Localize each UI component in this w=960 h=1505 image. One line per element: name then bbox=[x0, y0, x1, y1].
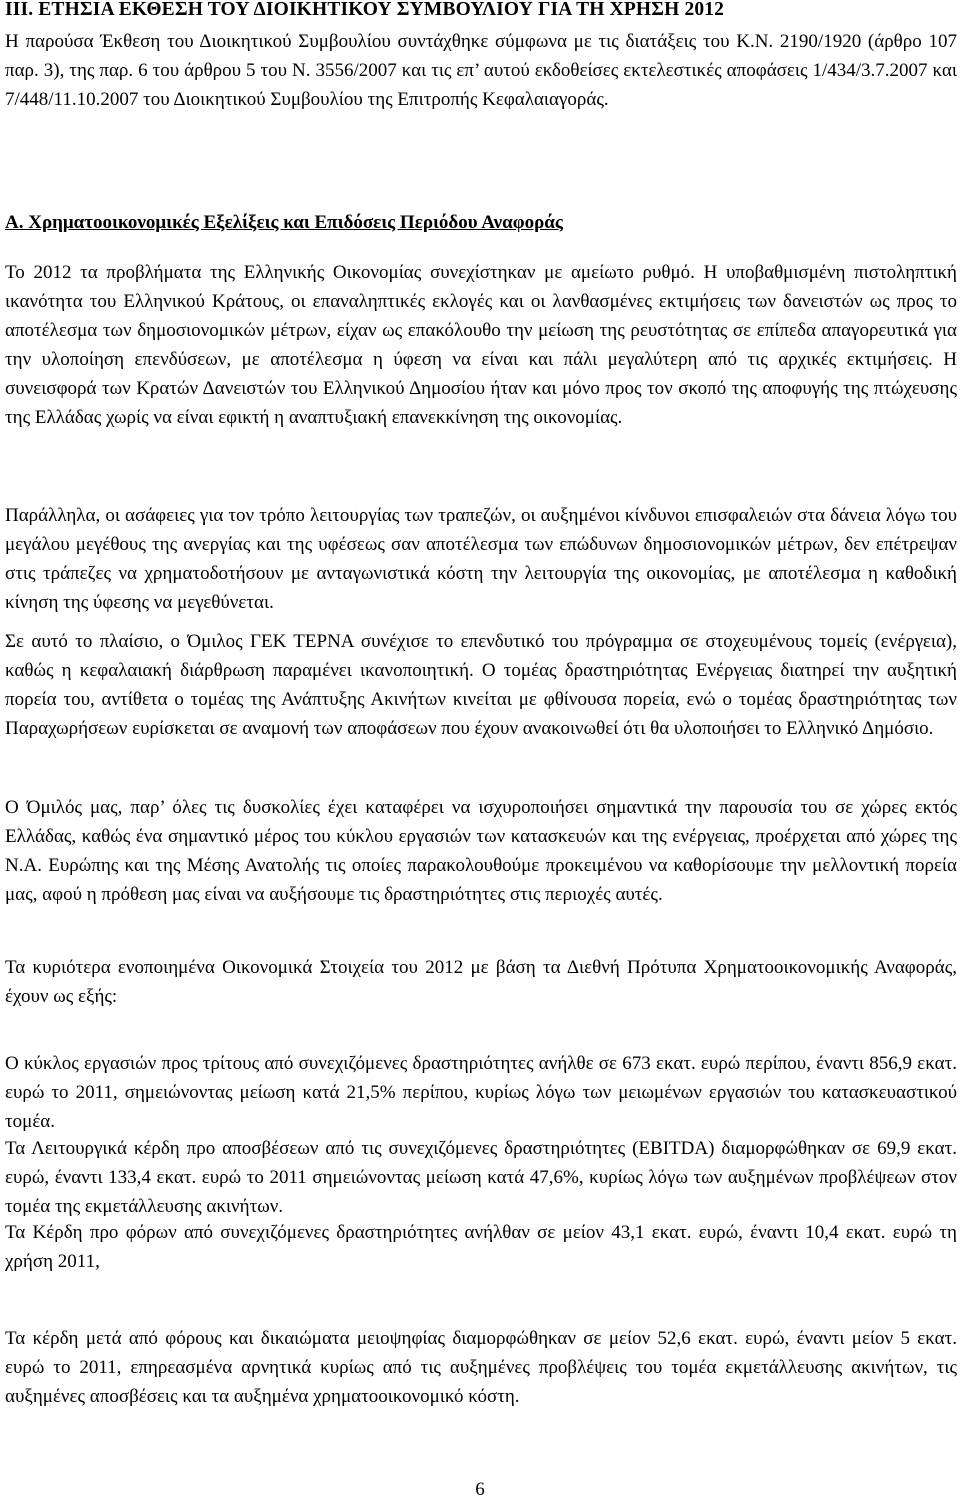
paragraph-investment: Σε αυτό το πλαίσιο, ο Όμιλος ΓΕΚ ΤΕΡΝΑ συνέχισε το επενδυτικό του πρόγραμμα σε στοχευμένους τομείς (ενέργεια), καθώς η κεφαλαιακή διάρθρωση παραμένει ικανοποιητική. Ο τομέας δραστηριότητας Ενέργειας διατηρεί την αυξητική πορεία του, αντίθετα ο τομέας της Ανάπτυξης Ακινήτων κινείται με φθίνουσα πορεία, ενώ ο τομέας δραστηριότητας των Παραχωρήσεων ευρίσκεται σε αναμονή των αποφάσεων που έχουν ανακοινωθεί ότι θα υλοποιήσει το Ελληνικό Δημόσιο. bbox=[5, 631, 957, 739]
intro-paragraph: Η παρούσα Έκθεση του Διοικητικού Συμβουλίου συντάχθηκε σύμφωνα με τις διατάξεις του Κ.Ν. 2190/1920 (άρθρο 107 παρ. 3), της παρ. 6 του άρθρου 5 του Ν. 3556/2007 και τις επ’ αυτού εκδοθείσες εκτελεστικές αποφάσεις 1/434/3.7.2007 και 7/448/11.10.2007 του Διοικητικού Συμβουλίου της Επιτροπής Κεφαλαιαγοράς. bbox=[5, 31, 957, 110]
subsection-heading: Α. Χρηματοοικονομικές Εξελίξεις και Επιδόσεις Περιόδου Αναφοράς bbox=[5, 212, 563, 233]
paragraph-financials-intro: Τα κυριότερα ενοποιημένα Οικονομικά Στοιχεία του 2012 με βάση τα Διεθνή Πρότυπα Χρηματοοικονομικής Αναφοράς, έχουν ως εξής: bbox=[5, 957, 957, 1007]
section-title: III. ΕΤΗΣΙΑ ΕΚΘΕΣΗ ΤΟΥ ΔΙΟΙΚΗΤΙΚΟΥ ΣΥΜΒΟΥΛΙΟΥ ΓΙΑ ΤΗ ΧΡΗΣΗ 2012 bbox=[5, 0, 725, 20]
paragraph-ebitda: Τα Λειτουργικά κέρδη προ αποσβέσεων από τις συνεχιζόμενες δραστηριότητες (EBITDA) διαμορφώθηκαν σε 69,9 εκατ. ευρώ, έναντι 133,4 εκατ. ευρώ το 2011 σημειώνοντας μείωση κατά 47,6%, κυρίως λόγω των αυξημένων προβλέψεων στον τομέα της εκμετάλλευσης ακινήτων. bbox=[5, 1138, 957, 1217]
paragraph-net-earnings: Τα κέρδη μετά από φόρους και δικαιώματα μειοψηφίας διαμορφώθηκαν σε μείον 52,6 εκατ. ευρώ, έναντι μείον 5 εκατ. ευρώ το 2011, επηρεασμένα αρνητικά κυρίως από τις αυξημένες προβλέψεις του τομέα εκμετάλλευσης ακινήτων, τις αυξημένες αποσβέσεις και τα αυξημένα χρηματοοικονομικό κόστη. bbox=[5, 1328, 957, 1407]
paragraph-international: Ο Όμιλός μας, παρ’ όλες τις δυσκολίες έχει καταφέρει να ισχυροποιήσει σημαντικά την παρουσία του σε χώρες εκτός Ελλάδας, καθώς ένα σημαντικό μέρος του κύκλου εργασιών των κατασκευών και της ενέργειας, προέρχεται από χώρες της Ν.Α. Ευρώπης και της Μέσης Ανατολής τις οποίες παρακολουθούμε προκειμένου να καθορίσουμε την μελλοντική πορεία μας, αφού η πρόθεση μας είναι να αυξήσουμε τις δραστηριότητες στις περιοχές αυτές. bbox=[5, 797, 957, 905]
paragraph-pretax: Τα Κέρδη προ φόρων από συνεχιζόμενες δραστηριότητες ανήλθαν σε μείον 43,1 εκατ. ευρώ, έναντι 10,4 εκατ. ευρώ τη χρήση 2011, bbox=[5, 1222, 957, 1272]
paragraph-economy: Το 2012 τα προβλήματα της Ελληνικής Οικονομίας συνεχίστηκαν με αμείωτο ρυθμό. Η υποβαθμισμένη πιστοληπτική ικανότητα του Ελληνικού Κράτους, οι επαναληπτικές εκλογές και οι λανθασμένες εκτιμήσεις των δανειστών ως προς το αποτέλεσμα των δημοσιονομικών μέτρων, είχαν ως επακόλουθο την μείωση της ρευστότητας σε επίπεδα απαγορευτικά για την υλοποίηση επενδύσεων, με αποτέλεσμα η ύφεση να είναι και πάλι μεγαλύτερη από τις αρχικές εκτιμήσεις. Η συνεισφορά των Κρατών Δανειστών του Ελληνικού Δημοσίου ήταν και μόνο προς τον σκοπό της αποφυγής της πτώχευσης της Ελλάδας χωρίς να είναι εφικτή η αναπτυξιακή επανεκκίνηση της οικονομίας. bbox=[5, 262, 957, 428]
paragraph-turnover: Ο κύκλος εργασιών προς τρίτους από συνεχιζόμενες δραστηριότητες ανήλθε σε 673 εκατ. ευρώ περίπου, έναντι 856,9 εκατ. ευρώ το 2011, σημειώνοντας μείωση κατά 21,5% περίπου, κυρίως λόγω των μειωμένων εργασιών του κατασκευαστικού τομέα. bbox=[5, 1053, 957, 1132]
page-number: 6 bbox=[475, 1479, 485, 1500]
paragraph-banks: Παράλληλα, οι ασάφειες για τον τρόπο λειτουργίας των τραπεζών, οι αυξημένοι κίνδυνοι επισφαλειών στα δάνεια λόγω του μεγάλου μεγέθους της ανεργίας και της υφέσεως σαν αποτέλεσμα των επώδυνων δημοσιονομικών μέτρων, δεν επέτρεψαν στις τράπεζες να χρηματοδοτήσουν με ανταγωνιστικά κόστη την λειτουργία της οικονομίας, με αποτέλεσμα η καθοδική κίνηση της ύφεσης να μεγεθύνεται. bbox=[5, 505, 957, 613]
